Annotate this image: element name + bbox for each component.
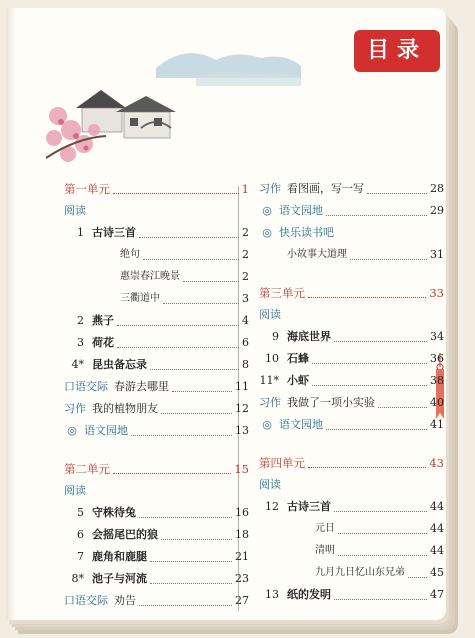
section-reading: 阅读 xyxy=(64,204,86,217)
toc-entry[interactable]: 6 会摇尾巴的狼 18 xyxy=(77,528,249,541)
unit-heading-3[interactable]: 第三单元 33 xyxy=(259,286,444,300)
toc-garden-entry[interactable]: ◎ 语文园地 41 xyxy=(259,414,444,436)
toc-right-column xyxy=(259,178,444,606)
toc-garden-entry[interactable]: ◎ 语文园地 29 xyxy=(259,200,444,222)
toc-writing-entry[interactable]: 习作 我做了一项小实验 40 xyxy=(259,396,444,409)
circle-icon: ◎ xyxy=(262,418,272,431)
toc-entry[interactable]: 4* 昆虫备忘录 8 xyxy=(71,358,249,371)
section-reading: 阅读 xyxy=(64,484,86,497)
toc-reading-club[interactable]: ◎ 快乐读书吧 xyxy=(259,222,444,244)
toc-entry[interactable]: 9 海底世界 34 xyxy=(272,330,444,343)
toc-left-column xyxy=(64,178,249,612)
toc-writing-entry[interactable]: 习作 看图画，写一写 28 xyxy=(259,182,444,195)
unit-heading-4[interactable]: 第四单元 43 xyxy=(259,456,444,470)
toc-subentry[interactable]: 清明 44 xyxy=(315,544,444,557)
book-page xyxy=(6,8,446,620)
toc-entry[interactable]: 7 鹿角和鹿腿 21 xyxy=(77,550,249,563)
toc-entry[interactable]: 8* 池子与河流 23 xyxy=(71,572,249,585)
toc-entry[interactable]: 12 古诗三首 44 xyxy=(265,500,444,513)
contents-title: 目录 xyxy=(354,30,440,72)
toc-entry[interactable]: 10 石蜂 36 xyxy=(265,352,444,365)
toc-oral-entry[interactable]: 口语交际 春游去哪里 11 xyxy=(64,380,249,393)
circle-icon: ◎ xyxy=(67,424,77,437)
toc-subentry[interactable]: 小故事大道理 31 xyxy=(287,248,444,261)
toc-garden-entry[interactable]: ◎ 语文园地 13 xyxy=(64,420,249,442)
toc-writing-entry[interactable]: 习作 我的植物朋友 12 xyxy=(64,402,249,415)
circle-icon: ◎ xyxy=(262,204,272,217)
toc-entry[interactable]: 3 荷花 6 xyxy=(77,336,249,349)
circle-icon: ◎ xyxy=(262,226,272,239)
toc-subentry[interactable]: 绝句 2 xyxy=(120,248,249,261)
unit-heading-1[interactable]: 第一单元 1 xyxy=(64,182,249,196)
toc-entry[interactable]: 5 守株待兔 16 xyxy=(77,506,249,519)
section-reading: 阅读 xyxy=(259,478,281,491)
landscape-illustration xyxy=(46,38,306,168)
toc-subentry[interactable]: 惠崇春江晚景 2 xyxy=(120,270,249,283)
unit-heading-2[interactable]: 第二单元 15 xyxy=(64,462,249,476)
toc-entry[interactable]: 13 纸的发明 47 xyxy=(265,588,444,601)
toc-entry[interactable]: 1 古诗三首 2 xyxy=(77,226,249,239)
toc-subentry[interactable]: 九月九日忆山东兄弟 45 xyxy=(315,566,444,579)
toc-oral-entry[interactable]: 口语交际 劝告 27 xyxy=(64,594,249,607)
toc-subentry[interactable]: 元日 44 xyxy=(315,522,444,535)
toc-entry[interactable]: 2 燕子 4 xyxy=(77,314,249,327)
toc-entry[interactable]: 11* 小虾 38 xyxy=(259,374,444,387)
section-reading: 阅读 xyxy=(259,308,281,321)
toc-subentry[interactable]: 三衢道中 3 xyxy=(120,292,249,305)
